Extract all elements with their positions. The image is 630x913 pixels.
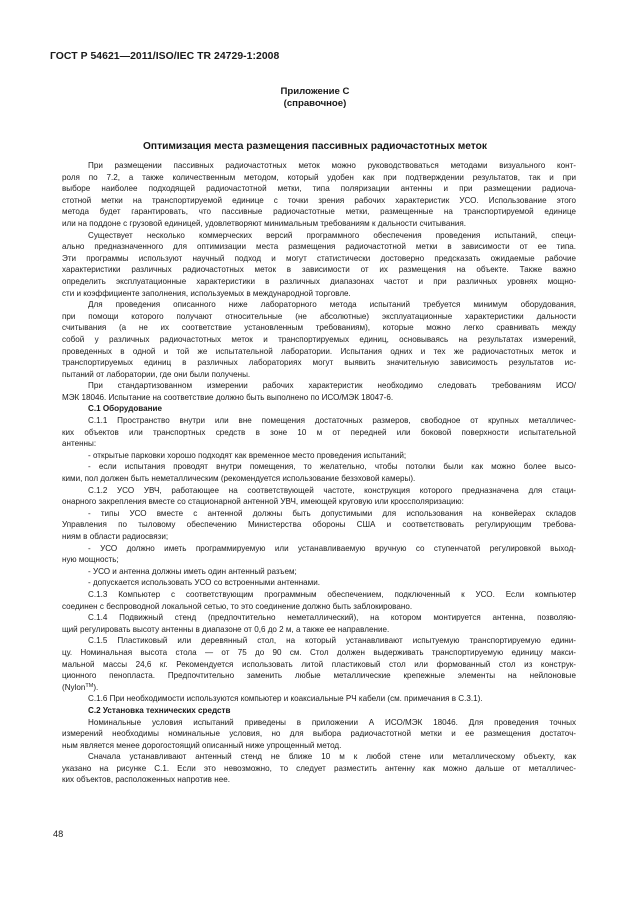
text-line (62, 717, 576, 729)
text-line (62, 473, 576, 485)
text-line-content: ниям в области радиосвязи; (62, 532, 169, 541)
text-line (62, 485, 576, 497)
text-line (62, 450, 576, 462)
text-line-content: - типы УСО вместе с антенной должны быть допустимыми для использования на конвейерах складов (88, 508, 576, 518)
text-line-content: С.1.6 При необходимости используются компьютер и коаксиальные РЧ кабели (см. примечания в С.3.1). (88, 694, 483, 704)
text-line (62, 195, 576, 207)
text-line (62, 322, 576, 334)
text-line-content: При стандартизованном измерении рабочих характеристик необходимо следовать требованиям ИСО/ (88, 381, 576, 391)
text-line-content: С.1.4 Подвижный стенд (предпочтительно неметаллический), на котором монтируется антенна, позволяю- (88, 613, 576, 623)
text-line-content: антенны: (62, 439, 97, 449)
text-line-content: стотной метки на транспортируемой единице с точки зрения рабочих характеристик УСО. Использование этого (62, 195, 576, 205)
text-line (62, 589, 576, 601)
text-line (62, 346, 576, 358)
text-line (62, 624, 576, 636)
text-line-content: С.1.2 УСО УВЧ, работающее на соответствующей частоте, конструкция которого предназначена для стаци- (88, 485, 576, 495)
text-line-content: ально предназначенного для оптимизации места размещения радиочастотной метки в зависимости от ее типа. (62, 242, 576, 252)
text-line-content: ких объектов или транспортных средств в зоне 10 м от передней или боковой поверхности испытательной (62, 427, 576, 437)
text-line-content: при помощи которого получают относительные (не абсолютные) эксплуатационные характеристики дальности (62, 311, 576, 321)
text-line (62, 670, 576, 682)
trademark-superscript: TM (85, 682, 94, 689)
text-line (62, 496, 576, 508)
text-line-content: (Nylon (62, 682, 86, 692)
text-line (62, 647, 576, 659)
text-line (62, 693, 576, 705)
text-line-content: или на поддоне с грузовой единицей, удовлетворяют минимальным требованиям к дальности считывания. (62, 218, 466, 228)
text-line-content: метода будет гарантировать, что пассивные радиочастотные метки, размещенные на транспортируемой единице (62, 207, 576, 217)
text-line (62, 554, 576, 566)
text-line-content: ких объектов, расположенных напротив нее. (62, 775, 230, 785)
text-line-content: - если испытания проводят внутри помещения, то желательно, чтобы потолки были как можно более высо- (88, 462, 576, 472)
section-heading (62, 403, 576, 415)
page-number: 48 (53, 829, 64, 839)
text-line (62, 253, 576, 265)
text-line (62, 299, 576, 311)
text-line (62, 461, 576, 473)
text-line (62, 427, 576, 439)
text-line-content: соединен с беспроводной локальной сетью, то это соединение должно быть заблокировано. (62, 601, 413, 611)
text-line-content: выборе наиболее подходящей радиочастотной метки, типа поляризации антенны и при размещении радиоча- (62, 184, 576, 194)
text-line-content: пытаний от лаборатории, где они были получены. (62, 369, 251, 379)
text-line (62, 508, 576, 520)
text-line-content: онарного закрепления вместе со стационарной антенной УВЧ, имеющей круговую или кроссполяризацию: (62, 497, 464, 507)
document-header: ГОСТ Р 54621—2011/ISO/IEC TR 24729-1:2008 (50, 51, 280, 62)
text-line-content: - допускается использовать УСО со встроенными антеннами. (88, 578, 321, 588)
text-line-content: проведенных в одной и той же испытательной лаборатории. Испытания одних и тех же радиочастотных меток и (62, 346, 576, 356)
text-line-content: - УСО должно иметь программируемую или устанавливаемую вручную со ступенчатой регулировкой выход- (88, 543, 576, 553)
text-line-content: ную мощность; (62, 555, 119, 565)
text-line (62, 577, 576, 589)
text-line-content: - открытые парковки хорошо подходят как временное место проведения испытаний; (88, 450, 407, 460)
text-line (62, 288, 576, 300)
text-line (62, 160, 576, 172)
text-line-content: С.1.3 Компьютер с соответствующим программным обеспечением, подключенный к УСО. Если компьютер (88, 589, 576, 599)
text-line (62, 415, 576, 427)
text-line (62, 357, 576, 369)
text-line-suffix: ). (93, 682, 99, 692)
text-line-content: ным является менее дорогостоящий описанный ниже упрощенный метод. (62, 740, 342, 750)
text-line (62, 543, 576, 555)
text-line (62, 438, 576, 450)
text-line-content: Существует несколько коммерческих версий программного обеспечения проведения испытаний, специ- (88, 230, 576, 240)
text-line-content: С.2 Установка технических средств (88, 705, 231, 715)
text-line-content: Управления по тыловому обеспечению Министерства обороны США и соответствовать регулирующим требова- (62, 520, 576, 530)
text-line (62, 206, 576, 218)
text-line (62, 241, 576, 253)
text-line-content: транспортируемых единиц в различных лабораториях могут выявить значительную зависимость результатов ис- (62, 358, 576, 368)
text-line (62, 218, 576, 230)
text-line-content: характеристики различных радиочастотных меток в зависимости от их размещения на объекте. Также важно (62, 265, 576, 275)
text-line (62, 264, 576, 276)
text-line-content: Для проведения описанного ниже лабораторного метода испытаний требуется минимум оборудования, (88, 300, 576, 310)
text-line (62, 740, 576, 752)
text-line-content: собой у различных радиочастотных меток и транспортируемых единиц, основываясь на результатах измерений, (62, 334, 576, 344)
annex-type: (справочное) (283, 97, 347, 109)
text-line-content: Сначала устанавливают антенный стенд не ближе 10 м к любой стене или металлическому объекту, как (88, 752, 576, 762)
text-line-content: - УСО и антенна должны иметь один антенный разъем; (88, 566, 297, 576)
annex-heading (0, 86, 630, 109)
text-line-content: роля по 7.2, а также количественным методом, который удобен как при подтверждении результатов, так и при (62, 172, 576, 182)
text-line (62, 566, 576, 578)
text-line-content: сти и коэффициенте заполнения, используемых в международной торговле. (62, 288, 351, 298)
text-line-content: МЭК 18046. Испытание на соответствие должно быть выполнено по ИСО/МЭК 18047-6. (62, 392, 394, 402)
text-line (62, 519, 576, 531)
text-line-content: С.1.5 Пластиковый или деревянный стол, на который устанавливают испытуемую транспортируемую едини- (88, 636, 576, 646)
text-line (62, 172, 576, 184)
text-line (62, 369, 576, 381)
text-line (62, 531, 576, 543)
text-line-content: щий регулировать высоту антенны в диапазоне от 0,6 до 2 м, а также ее направление. (62, 624, 390, 634)
text-line-content: мальной массы 24,6 кг. Рекомендуется использовать литой пластиковый стол или формованный стол из конструк- (62, 659, 576, 669)
text-line (62, 311, 576, 323)
text-line (62, 751, 576, 763)
body-text (62, 160, 576, 786)
text-line-content: измерений необходимы номинальные условия, но для выбора радиочастотной метки и ее размещения достаточ- (62, 729, 576, 739)
text-line (62, 392, 576, 404)
text-line (62, 635, 576, 647)
text-line-content: определить эксплуатационные характеристики в различных диапазонах частот и при различных уровнях мощно- (62, 276, 576, 286)
text-line (62, 601, 576, 613)
text-line (62, 728, 576, 740)
text-line-content: С.1.1 Пространство внутри или вне помещения достаточных размеров, свободное от крупных металличес- (88, 416, 576, 426)
text-line (62, 659, 576, 671)
section-title: Оптимизация места размещения пассивных радиочастотных меток (143, 141, 487, 152)
text-line-content: С.1 Оборудование (88, 404, 163, 414)
text-line (62, 763, 576, 775)
text-line-content: ционного пенопласта. Предпочтительно заменить любые металлические крепежные элементы на нейлоновые (62, 671, 576, 681)
text-line (62, 183, 576, 195)
annex-name: Приложение С (280, 86, 350, 97)
text-line-content: указано на рисунке С.1. Если это невозможно, то следует разместить антенну как можно дальше от металличес- (62, 763, 576, 773)
text-line (62, 276, 576, 288)
section-heading (62, 705, 576, 717)
text-line-content: При размещении пассивных радиочастотных меток можно руководствоваться методами визуального конт- (88, 161, 576, 170)
text-line-content: Номинальные условия испытаний приведены в приложении А ИСО/МЭК 18046. Для проведения точных (88, 717, 576, 727)
text-line-content: кими, пол должен быть неметаллическим (рекомендуется использование безэховой камеры). (62, 474, 416, 484)
text-line-content: цу. Номинальная высота стола — от 75 до 90 см. Стол должен выдерживать транспортируемую единицу макси- (62, 647, 576, 657)
text-line-content: считывания (а не их соответствие установленным требованиям), которые можно легко сравнивать между (62, 323, 576, 333)
text-line (62, 334, 576, 346)
text-line (62, 612, 576, 624)
text-line (62, 230, 576, 242)
text-line (62, 380, 576, 392)
text-line-content: Эти программы используют научный подход и могут статистически достоверно предсказать ожидаемые рабочие (62, 253, 576, 263)
text-line (62, 774, 576, 786)
text-line (62, 682, 576, 694)
